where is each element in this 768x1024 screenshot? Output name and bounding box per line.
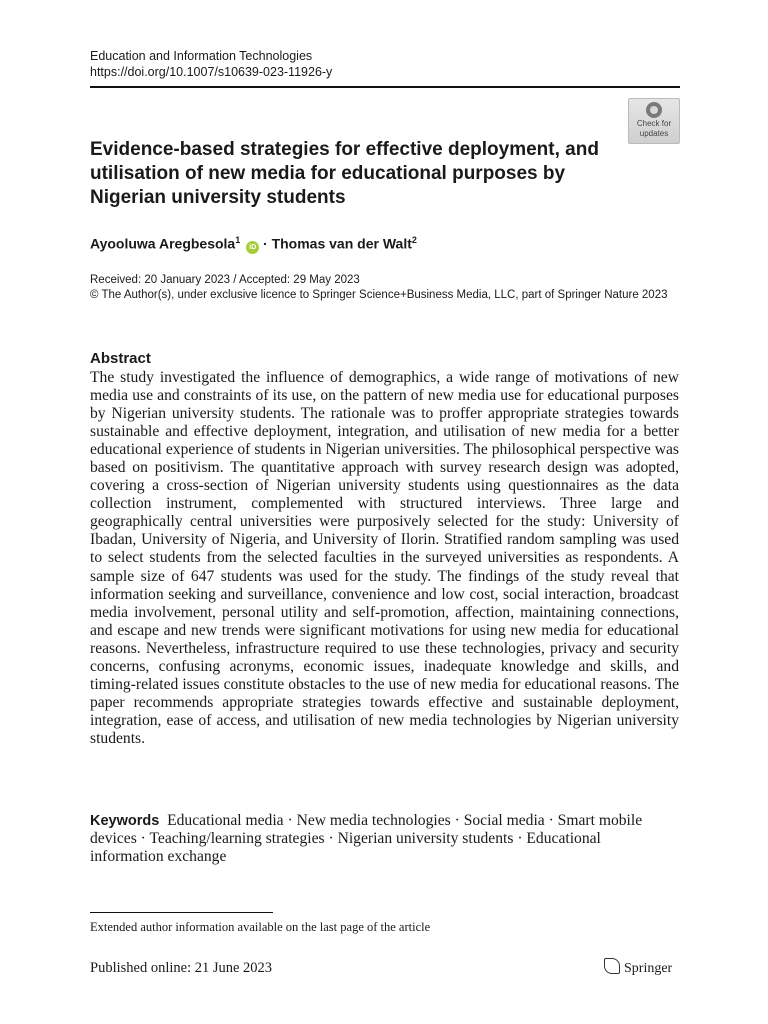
keywords: [90, 812, 650, 866]
published-date: Published online: 21 June 2023: [90, 960, 273, 976]
affiliation-marker: 2: [411, 235, 417, 245]
author-list: [90, 230, 417, 254]
author-name[interactable]: Thomas van der Walt: [271, 235, 412, 252]
check-for-updates-badge[interactable]: [628, 98, 680, 144]
keywords-list: Educational media · New media technologies · Social media · Smart mobile devices · Teaching/learning strategies · Nigerian university students · Educational information exchange: [90, 812, 643, 865]
author-name[interactable]: Ayooluwa Aregbesola: [90, 235, 236, 252]
doi-link[interactable]: https://doi.org/10.1007/s10639-023-11926-y: [90, 65, 333, 79]
publisher-logo: [604, 958, 672, 979]
footnote: Extended author information available on the last page of the article: [90, 920, 431, 934]
keywords-label: Keywords: [90, 813, 160, 829]
abstract-heading: Abstract: [90, 350, 151, 367]
crossmark-label-1: Check for: [636, 119, 672, 128]
crossmark-icon: [646, 102, 662, 118]
journal-name: Education and Information Technologies: [90, 49, 313, 63]
publisher-name: Springer: [624, 961, 673, 976]
abstract-text: The study investigated the influence of demographics, a wide range of motivations of new media use and constraints of its use, on the pattern of new media use for educational purposes by Nigerian university students. The rationale was to proffer appropriate strategies towards sustainable and effective deployment, integration, and utilisation of new media for a better educational experience of students in Nigerian universities. The philosophical perspective was based on positivism. The quantitative approach with survey research design was adopted, covering a cross-section of Nigerian university students using questionnaires as the data collection instrument, complemented with structured interviews. Three large and geographically central universities were purposively selected for the study: University of Ibadan, University of Nigeria, and University of Ilorin. Stratified random sampling was used to select students from the selected faculties in the surveyed universities as respondents. A sample size of 647 students was used for the study. The findings of the study reveal that information seeking and surveillance, convenience and low cost, social interaction, broadcast media involvement, personal utility and self-promotion, affection, maintaining connections, and escape and new trends were significant motivations for using new media for educational reasons. Nevertheless, infrastructure required to use these technologies, privacy and security concerns, confusing acronyms, economic issues, inadequate knowledge and skills, and timing-related issues constitute obstacles to the use of new media for educational reasons. The paper recommends appropriate strategies towards effective and sustainable deployment, integration, ease of access, and utilisation of new media technologies by Nigerian university students.: [90, 369, 679, 747]
orcid-icon[interactable]: iD: [246, 241, 259, 254]
article-dates: Received: 20 January 2023 / Accepted: 29 May 2023: [90, 274, 360, 286]
affiliation-marker: 1: [235, 235, 241, 245]
springer-horse-icon: [604, 958, 620, 974]
copyright-notice: © The Author(s), under exclusive licence to Springer Science+Business Media, LLC, part of Springer Nature 2023: [90, 289, 668, 301]
header-rule: [90, 86, 680, 88]
article-title: Evidence-based strategies for effective deployment, and utilisation of new media for educational purposes by Nigerian university students: [90, 139, 599, 208]
author-separator: ·: [259, 235, 272, 252]
article-meta: [90, 273, 680, 303]
running-header: [90, 48, 332, 80]
footnote-rule: [90, 912, 273, 913]
crossmark-label-2: updates: [639, 129, 669, 138]
